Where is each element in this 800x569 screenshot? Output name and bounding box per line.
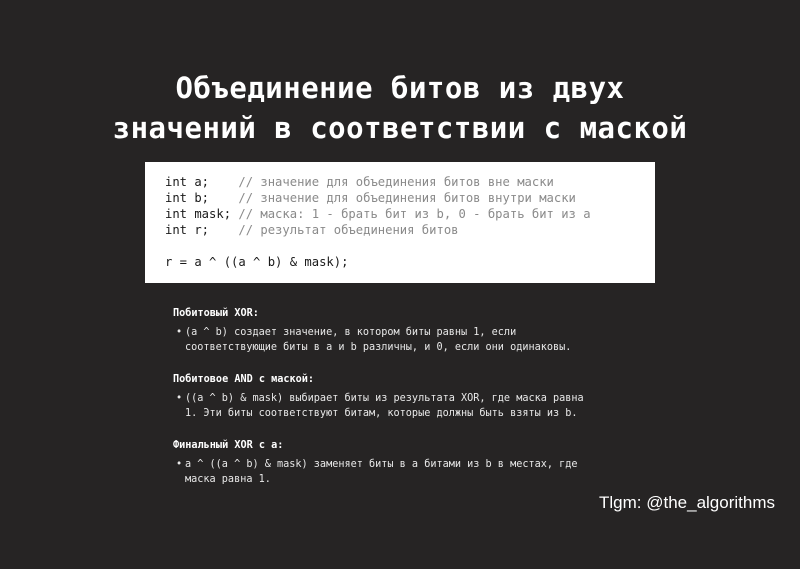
code-declaration: int mask; [165,207,239,221]
telegram-handle: Tlgm: @the_algorithms [599,493,775,512]
title-line-1: Объединение битов из двух [175,71,625,105]
section-xor [173,306,643,355]
explanation-sections [173,306,643,504]
bullet-icon: • [176,459,183,470]
code-blank-line [165,238,655,254]
bullet-text-line: 1. Эти биты соответствуют битам, которые должны быть взяты из b. [185,408,578,419]
code-declaration: int r; [165,223,239,237]
title-line-2: значений в соответствии с маской [112,111,688,145]
section-final-xor [173,438,643,487]
bullet-item [173,325,643,355]
bullet-text-line: ((a ^ b) & mask) выбирает биты из результата XOR, где маска равна [185,393,584,404]
code-line [165,222,655,238]
bullet-text-line: соответствующие биты в a и b различны, и 0, если они одинаковы. [185,342,572,353]
code-block [145,162,655,283]
bullet-text-line: a ^ ((a ^ b) & mask) заменяет биты в a битами из b в местах, где [185,459,578,470]
bullet-item [173,457,643,487]
section-heading: Побитовый XOR: [173,308,259,319]
section-and-mask [173,372,643,421]
code-comment: // маска: 1 - брать бит из b, 0 - брать бит из a [238,207,591,221]
section-heading: Финальный XOR с a: [173,440,284,451]
bullet-icon: • [176,393,183,404]
page-title [0,68,800,148]
bullet-text-line: маска равна 1. [185,474,271,485]
code-line [165,174,655,190]
code-declaration: int b; [165,191,239,205]
code-declaration: int a; [165,175,239,189]
bullet-text-line: (a ^ b) создает значение, в котором биты равны 1, если [185,327,517,338]
code-statement: r = a ^ ((a ^ b) & mask); [165,255,349,269]
section-heading: Побитовое AND с маской: [173,374,315,385]
code-line [165,190,655,206]
bullet-item [173,391,643,421]
code-line [165,206,655,222]
code-comment: // значение для объединения битов вне маски [238,175,554,189]
bullet-icon: • [176,327,183,338]
code-comment: // результат объединения битов [238,223,459,237]
code-comment: // значение для объединения битов внутри маски [238,191,576,205]
